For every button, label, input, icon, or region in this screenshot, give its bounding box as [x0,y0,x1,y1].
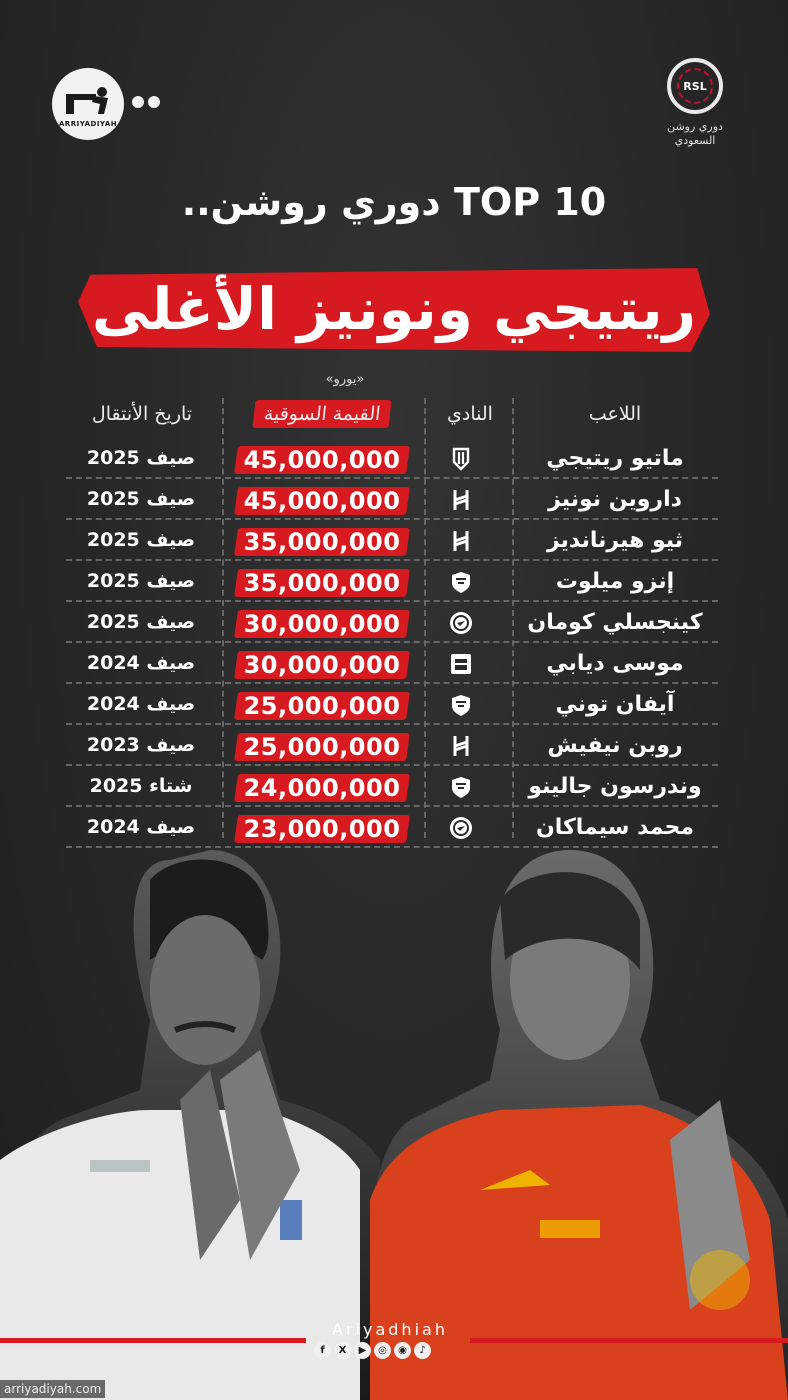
player-name: محمد سيماكان [535,815,695,840]
al-hilal-crest-icon [448,528,474,554]
footer-rule-right [470,1338,788,1343]
market-value [236,815,408,843]
x-icon[interactable]: X [334,1342,351,1359]
header-club: النادي [447,403,493,425]
player-name: وندرسون جالينو [528,774,702,799]
transfer-date: صيف 2025 [86,570,196,592]
market-value-number: 35,000,000 [243,528,401,556]
market-value [236,651,408,679]
table-row [66,438,718,479]
table-row [66,684,718,725]
player-name: إنزو ميلوت [555,569,675,594]
table-row [66,561,718,602]
transfer-date: صيف 2024 [86,652,196,674]
al-ahli-crest-icon [448,569,474,595]
facebook-icon[interactable]: f [314,1342,331,1359]
market-value-number: 23,000,000 [243,815,401,843]
table-row [66,725,718,766]
market-value [236,774,408,802]
tiktok-icon[interactable]: ♪ [414,1342,431,1359]
al-hilal-crest-icon [448,733,474,759]
al-ahli-crest-icon [448,774,474,800]
header-player: اللاعب [588,403,642,425]
youtube-icon[interactable]: ▶ [354,1342,371,1359]
market-value [236,692,408,720]
market-value-number: 45,000,000 [243,487,401,515]
currency-label: «يورو» [325,372,365,387]
instagram-icon[interactable]: ◎ [374,1342,391,1359]
header-value-label: القيمة السوقية [252,400,391,428]
player-name: موسى ديابي [546,651,684,676]
al-ahli-crest-icon [448,692,474,718]
transfer-date: صيف 2025 [86,447,196,469]
rsl-badge-icon [667,58,723,114]
transfer-date: صيف 2025 [86,611,196,633]
market-value-number: 30,000,000 [243,610,401,638]
al-hilal-crest-icon [448,487,474,513]
transfer-date: صيف 2024 [86,816,196,838]
rsl-badge-text: RSL [683,80,707,93]
al-ittihad-crest-icon [448,651,474,677]
headline-top: TOP 10 دوري روشن.. [181,180,607,224]
player-name: داروين نونيز [548,487,682,512]
brand-name: ARRIYADIYAH [58,120,118,128]
runner-icon [64,86,112,114]
league-logo [655,58,735,153]
header-value [232,398,412,430]
al-qadsiah-crest-icon [448,446,474,472]
al-nassr-crest-icon [448,610,474,636]
table-row [66,520,718,561]
player-photo-right [340,840,788,1400]
headline-main: ريتيجي ونونيز الأغلى [91,275,697,343]
footer-rule-left [0,1338,306,1343]
table-row [66,479,718,520]
player-name: روبن نيفيش [547,733,683,758]
player-photo-left [0,840,380,1400]
table-row [66,602,718,643]
league-name-line1: دوري روشن [667,120,723,133]
social-icons [314,1342,431,1359]
market-value-number: 24,000,000 [243,774,401,802]
transfer-date: صيف 2025 [86,529,196,551]
market-value [236,610,408,638]
market-value [236,528,408,556]
transfer-date: صيف 2025 [86,488,196,510]
market-value [236,446,408,474]
transfer-date: صيف 2024 [86,693,196,715]
market-value-number: 25,000,000 [243,692,401,720]
website-url[interactable]: arriyadiyah.com [0,1380,105,1398]
brand-logo [52,68,124,140]
market-value-number: 25,000,000 [243,733,401,761]
table-row [66,766,718,807]
market-value-number: 30,000,000 [243,651,401,679]
market-value [236,733,408,761]
table-row [66,643,718,684]
player-name: ثيو هيرنانديز [546,528,684,553]
league-name-line2: السعودي [674,134,716,147]
transfer-date: شتاء 2025 [89,775,193,797]
header-date: تاريخ الأنتقال [91,403,193,425]
market-value [236,487,408,515]
market-value [236,569,408,597]
al-nassr-crest-icon [448,815,474,841]
brand-dots-icon [132,96,160,108]
market-value-number: 35,000,000 [243,569,401,597]
player-name: ماتيو ريتيجي [546,446,684,471]
market-value-number: 45,000,000 [243,446,401,474]
player-name: كينجسلي كومان [527,610,703,635]
snapchat-icon[interactable]: ◉ [394,1342,411,1359]
transfer-date: صيف 2023 [86,734,196,756]
player-name: آيفان توني [555,692,675,717]
footer-brand: Ariyadhiah [332,1320,448,1339]
